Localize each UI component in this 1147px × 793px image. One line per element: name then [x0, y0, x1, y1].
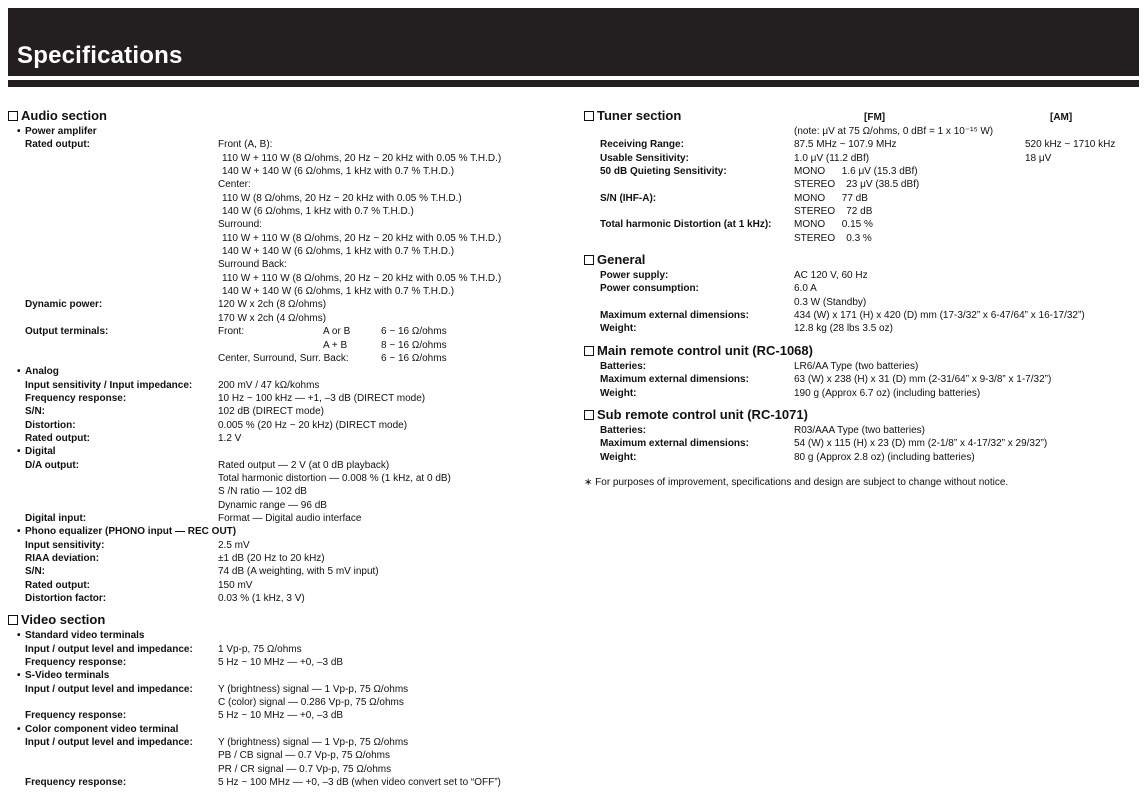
spec-row: 140 W + 140 W (6 Ω/ohms, 1 kHz with 0.7 % T.H.D.) [222, 286, 455, 298]
spec-row: S/N (IHF-A): MONO 77 dB [600, 192, 868, 204]
spec-row: Receiving Range: 87.5 MHz ~ 107.9 MHz 520 kHz ~ 1710 kHz [600, 139, 1116, 151]
checkbox-square-icon [584, 255, 594, 265]
spec-row: D/A output: Rated output — 2 V (at 0 dB playback) [25, 459, 390, 471]
spec-row: Rated output: Front (A, B): [25, 139, 273, 151]
spec-row: 110 W + 110 W (8 Ω/ohms, 20 Hz ~ 20 kHz with 0.05 % T.H.D.) [222, 272, 502, 284]
spec-row: C (color) signal — 0.286 Vp-p, 75 Ω/ohms [218, 697, 404, 709]
tuner-section-heading: Tuner section [FM] [AM] [584, 109, 1140, 125]
spec-row: Dynamic range — 96 dB [218, 499, 327, 511]
standard-video-subheading: • Standard video terminals [17, 630, 145, 642]
spec-row: Digital input: Format — Digital audio interface [25, 512, 362, 524]
spec-row: STEREO 0.3 % [794, 232, 872, 244]
spec-row: Batteries: LR6/AA Type (two batteries) [600, 360, 919, 372]
video-section-heading: Video section [8, 613, 568, 629]
spec-row: Distortion factor: 0.03 % (1 kHz, 3 V) [25, 593, 305, 605]
main-remote-section-heading: Main remote control unit (RC-1068) [584, 344, 1140, 360]
spec-row: Input / output level and impedance: 1 Vp-p, 75 Ω/ohms [25, 643, 302, 655]
spec-row: A + B 8 ~ 16 Ω/ohms [323, 339, 447, 351]
spec-row: 110 W + 110 W (8 Ω/ohms, 20 Hz ~ 20 kHz with 0.05 % T.H.D.) [222, 152, 502, 164]
spec-row: STEREO 23 μV (38.5 dBf) [794, 179, 920, 191]
checkbox-square-icon [584, 346, 594, 356]
spec-row: 140 W + 140 W (6 Ω/ohms, 1 kHz with 0.7 % T.H.D.) [222, 166, 455, 178]
checkbox-square-icon [8, 111, 18, 121]
spec-row: Input / output level and impedance: Y (brightness) signal — 1 Vp-p, 75 Ω/ohms [25, 737, 409, 749]
right-column [584, 105, 1140, 464]
spec-row: Frequency response: 10 Hz ~ 100 kHz — +1, –3 dB (DIRECT mode) [25, 392, 426, 404]
spec-row: Batteries: R03/AAA Type (two batteries) [600, 424, 925, 436]
spec-row: 140 W + 140 W (6 Ω/ohms, 1 kHz with 0.7 % T.H.D.) [222, 246, 455, 258]
spec-row: Power supply: AC 120 V, 60 Hz [600, 270, 868, 282]
audio-section-heading: Audio section [8, 109, 568, 125]
spec-row: 170 W x 2ch (4 Ω/ohms) [218, 312, 327, 324]
spec-row: Weight: 12.8 kg (28 lbs 3.5 oz) [600, 323, 893, 335]
svideo-subheading: • S-Video terminals [17, 670, 110, 682]
power-amplifier-subheading: • Power amplifer [17, 126, 97, 137]
component-video-subheading: • Color component video terminal [17, 723, 179, 735]
checkbox-square-icon [584, 111, 594, 121]
spec-row: 0.3 W (Standby) [794, 296, 867, 308]
sub-remote-section-heading: Sub remote control unit (RC-1071) [584, 408, 1140, 424]
checkbox-square-icon [8, 615, 18, 625]
spec-row: Frequency response: 5 Hz ~ 100 MHz — +0, –3 dB (when video convert set to “OFF”) [25, 777, 501, 789]
spec-row: 110 W + 110 W (8 Ω/ohms, 20 Hz ~ 20 kHz with 0.05 % T.H.D.) [222, 232, 502, 244]
footnote: ∗ For purposes of improvement, specifications and design are subject to change without notice. [584, 477, 1009, 488]
spec-row: Distortion: 0.005 % (20 Hz ~ 20 kHz) (DIRECT mode) [25, 419, 408, 431]
page-title: Specifications [17, 42, 183, 69]
spec-row: Input / output level and impedance: Y (brightness) signal — 1 Vp-p, 75 Ω/ohms [25, 683, 409, 695]
spec-row: Dynamic power: 120 W x 2ch (8 Ω/ohms) [25, 299, 327, 311]
spec-row: Total harmonic distortion — 0.008 % (1 kHz, at 0 dB) [218, 472, 451, 484]
header-rule [8, 80, 1139, 87]
spec-row: Surround: [218, 219, 262, 231]
spec-row: Frequency response: 5 Hz ~ 10 MHz — +0, –3 dB [25, 657, 344, 669]
digital-subheading: • Digital [17, 446, 56, 458]
general-section-heading: General [584, 253, 1140, 269]
spec-row: Rated output: 150 mV [25, 579, 253, 591]
spec-row: S /N ratio — 102 dB [218, 486, 307, 498]
spec-row: (note: μV at 75 Ω/ohms, 0 dBf = 1 x 10⁻¹⁵ W) [794, 126, 994, 137]
fm-column-header: [FM] [864, 112, 886, 123]
spec-row: Input sensitivity / Input impedance: 200 mV / 47 kΩ/kohms [25, 379, 320, 391]
spec-row: Maximum external dimensions: 54 (W) x 115 (H) x 23 (D) mm (2-1/8” x 4-17/32” x 29/32”) [600, 438, 1048, 450]
spec-row: Power consumption: 6.0 A [600, 283, 817, 295]
spec-row: STEREO 72 dB [794, 206, 873, 218]
checkbox-square-icon [584, 410, 594, 420]
am-column-header: [AM] [1050, 112, 1073, 123]
left-column [8, 105, 568, 790]
spec-row: Maximum external dimensions: 63 (W) x 238 (H) x 31 (D) mm (2-31/64” x 9-3/8” x 1-7/32”) [600, 374, 1052, 386]
phono-subheading: • Phono equalizer (PHONO input — REC OUT) [17, 526, 237, 538]
spec-row: Weight: 80 g (Approx 2.8 oz) (including batteries) [600, 451, 975, 463]
spec-row: Usable Sensitivity: 1.0 μV (11.2 dBf) 18 μV [600, 152, 1052, 164]
spec-row: PR / CR signal — 0.7 Vp-p, 75 Ω/ohms [218, 763, 392, 775]
spec-row: Surround Back: [218, 259, 287, 271]
spec-row: Frequency response: 5 Hz ~ 10 MHz — +0, –3 dB [25, 710, 344, 722]
spec-row: Center: [218, 179, 251, 191]
analog-subheading: • Analog [17, 366, 59, 378]
spec-row: 50 dB Quieting Sensitivity: MONO 1.6 μV (15.3 dBf) [600, 166, 918, 178]
spec-row: Input sensitivity: 2.5 mV [25, 539, 250, 551]
spec-row: 140 W (6 Ω/ohms, 1 kHz with 0.7 % T.H.D.) [222, 206, 414, 218]
spec-row: S/N: 74 dB (A weighting, with 5 mV input) [25, 566, 379, 578]
spec-row: PB / CB signal — 0.7 Vp-p, 75 Ω/ohms [218, 750, 390, 762]
spec-row: Output terminals: Front: A or B 6 ~ 16 Ω/ohms [25, 326, 447, 338]
spec-row: Center, Surround, Surr. Back: 6 ~ 16 Ω/ohms [218, 352, 447, 364]
spec-row: Total harmonic Distortion (at 1 kHz): MONO 0.15 % [600, 219, 873, 231]
spec-row: Rated output: 1.2 V [25, 432, 242, 444]
spec-row: 110 W (8 Ω/ohms, 20 Hz ~ 20 kHz with 0.05 % T.H.D.) [222, 192, 462, 204]
spec-row: RIAA deviation: ±1 dB (20 Hz to 20 kHz) [25, 553, 325, 564]
spec-row: S/N: 102 dB (DIRECT mode) [25, 406, 324, 418]
spec-row: Maximum external dimensions: 434 (W) x 171 (H) x 420 (D) mm (17-3/32” x 6-47/64” x 16-17/32”) [600, 310, 1085, 322]
spec-row: Weight: 190 g (Approx 6.7 oz) (including batteries) [600, 387, 981, 399]
